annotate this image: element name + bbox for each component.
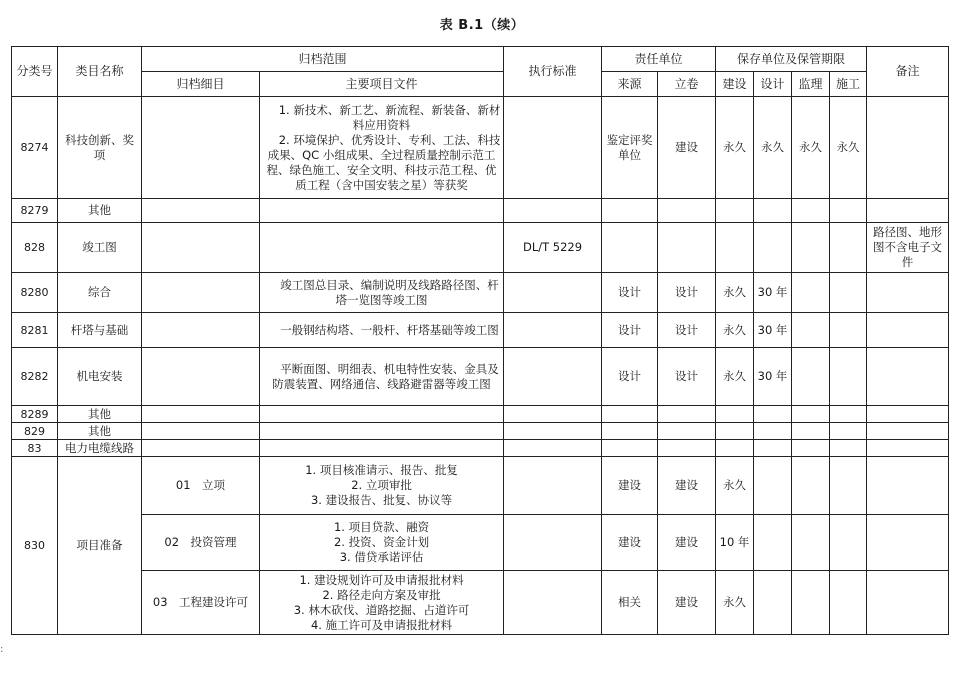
table-row bbox=[12, 313, 949, 348]
design-retention-cell: 30 年 bbox=[754, 348, 792, 406]
table-title: 表 B.1（续） bbox=[439, 18, 525, 33]
header-code: 分类号 bbox=[12, 47, 58, 97]
construction-retention-cell: 永久 bbox=[716, 348, 754, 406]
doc-item: 2. 路径走向方案及审批 bbox=[322, 587, 441, 602]
detail-cell bbox=[142, 223, 260, 273]
code-cell: 8279 bbox=[12, 199, 58, 223]
category-name-cell: 电力电缆线路 bbox=[58, 440, 142, 457]
main-docs-cell bbox=[260, 97, 504, 199]
table-row bbox=[12, 97, 949, 199]
main-docs-cell bbox=[260, 423, 504, 440]
doc-item: 2. 投资、资金计划 bbox=[333, 535, 430, 549]
category-name-cell: 杆塔与基础 bbox=[58, 313, 142, 348]
design-retention-cell: 30 年 bbox=[754, 273, 792, 313]
main-docs-cell bbox=[260, 440, 504, 457]
category-name-cell: 综合 bbox=[58, 273, 142, 313]
build-retention-cell bbox=[830, 223, 867, 273]
remarks-cell bbox=[867, 440, 949, 457]
source-cell bbox=[602, 199, 658, 223]
doc-item: 1. 新技术、新工艺、新流程、新装备、新材料应用资料 bbox=[278, 102, 501, 132]
standard-cell bbox=[504, 423, 602, 440]
design-retention-cell bbox=[754, 223, 792, 273]
source-cell: 建设 bbox=[602, 457, 658, 515]
doc-item: 4. 施工许可及申请报批材料 bbox=[310, 617, 453, 632]
source-cell bbox=[602, 406, 658, 423]
build-retention-cell: 永久 bbox=[830, 97, 867, 199]
standard-cell bbox=[504, 97, 602, 199]
main-docs-cell bbox=[260, 348, 504, 406]
remarks-cell bbox=[867, 457, 949, 515]
filing-cell: 建设 bbox=[658, 457, 716, 515]
category-name-cell: 其他 bbox=[58, 423, 142, 440]
standard-cell bbox=[504, 571, 602, 635]
code-cell: 83 bbox=[12, 440, 58, 457]
build-retention-cell bbox=[830, 313, 867, 348]
detail-cell bbox=[142, 97, 260, 199]
detail-cell bbox=[142, 313, 260, 348]
filing-cell: 建设 bbox=[658, 97, 716, 199]
construction-retention-cell bbox=[716, 423, 754, 440]
category-name-cell: 其他 bbox=[58, 199, 142, 223]
build-retention-cell bbox=[830, 515, 867, 571]
design-retention-cell bbox=[754, 199, 792, 223]
detail-cell bbox=[142, 273, 260, 313]
main-docs-cell bbox=[260, 406, 504, 423]
doc-item: 1. 项目核准请示、报告、批复 bbox=[305, 463, 458, 477]
header-category: 类目名称 bbox=[58, 47, 142, 97]
archive-table bbox=[11, 46, 949, 635]
main-docs-cell bbox=[260, 273, 504, 313]
header-scope: 归档范围 bbox=[142, 47, 504, 72]
remarks-cell bbox=[867, 406, 949, 423]
supervision-retention-cell bbox=[792, 515, 830, 571]
remarks-cell bbox=[867, 423, 949, 440]
design-retention-cell: 30 年 bbox=[754, 313, 792, 348]
doc-item: 3. 借贷承诺评估 bbox=[339, 550, 424, 564]
code-cell: 8282 bbox=[12, 348, 58, 406]
source-cell bbox=[602, 223, 658, 273]
filing-cell bbox=[658, 223, 716, 273]
detail-cell bbox=[142, 348, 260, 406]
code-cell: 829 bbox=[12, 423, 58, 440]
source-cell: 相关 bbox=[602, 571, 658, 635]
table-row bbox=[12, 440, 949, 457]
standard-cell bbox=[504, 515, 602, 571]
code-cell: 8274 bbox=[12, 97, 58, 199]
filing-cell: 设计 bbox=[658, 313, 716, 348]
construction-retention-cell: 永久 bbox=[716, 313, 754, 348]
supervision-retention-cell bbox=[792, 406, 830, 423]
header-standard: 执行标准 bbox=[504, 47, 602, 97]
code-cell: 828 bbox=[12, 223, 58, 273]
design-retention-cell bbox=[754, 457, 792, 515]
build-retention-cell bbox=[830, 423, 867, 440]
header-source: 来源 bbox=[602, 72, 658, 97]
source-cell: 设计 bbox=[602, 348, 658, 406]
header-retention: 保存单位及保管期限 bbox=[716, 47, 867, 72]
design-retention-cell bbox=[754, 515, 792, 571]
construction-retention-cell: 永久 bbox=[716, 97, 754, 199]
detail-cell: 01 立项 bbox=[142, 457, 260, 515]
code-cell: 8280 bbox=[12, 273, 58, 313]
category-name-cell: 竣工图 bbox=[58, 223, 142, 273]
margin-mark: : bbox=[0, 644, 4, 655]
build-retention-cell bbox=[830, 406, 867, 423]
supervision-retention-cell bbox=[792, 199, 830, 223]
code-cell: 8289 bbox=[12, 406, 58, 423]
supervision-retention-cell bbox=[792, 223, 830, 273]
detail-cell bbox=[142, 199, 260, 223]
table-row bbox=[12, 199, 949, 223]
main-docs-cell bbox=[260, 515, 504, 571]
table-row bbox=[12, 423, 949, 440]
construction-retention-cell bbox=[716, 199, 754, 223]
detail-cell bbox=[142, 440, 260, 457]
source-cell: 鉴定评奖单位 bbox=[602, 97, 658, 199]
doc-item: 一般钢结构塔、一般杆、杆塔基础等竣工图 bbox=[280, 322, 499, 337]
design-retention-cell bbox=[754, 406, 792, 423]
source-cell: 设计 bbox=[602, 313, 658, 348]
main-docs-cell bbox=[260, 571, 504, 635]
table-row bbox=[12, 223, 949, 273]
doc-item: 2. 环境保护、优秀设计、专利、工法、科技成果、QC 小组成果、全过程质量控制示范工程、绿色施工、安全文明、科技示范工程、优质工程（含中国安装之星）等获奖 bbox=[266, 132, 501, 192]
doc-item: 平断面图、明细表、机电特性安装、金具及防震装置、网络通信、线路避雷器等竣工图 bbox=[272, 361, 499, 391]
filing-cell bbox=[658, 406, 716, 423]
filing-cell: 建设 bbox=[658, 571, 716, 635]
design-retention-cell bbox=[754, 440, 792, 457]
design-retention-cell bbox=[754, 423, 792, 440]
construction-retention-cell: 10 年 bbox=[716, 515, 754, 571]
main-docs-cell bbox=[260, 199, 504, 223]
detail-cell: 02 投资管理 bbox=[142, 515, 260, 571]
header-row-2 bbox=[12, 72, 949, 97]
construction-retention-cell bbox=[716, 440, 754, 457]
doc-item: 3. 建设报告、批复、协议等 bbox=[310, 493, 453, 507]
remarks-cell bbox=[867, 571, 949, 635]
main-docs-cell bbox=[260, 457, 504, 515]
code-cell: 8281 bbox=[12, 313, 58, 348]
header-supervision: 监理 bbox=[792, 72, 830, 97]
table-row bbox=[12, 406, 949, 423]
detail-cell bbox=[142, 423, 260, 440]
filing-cell bbox=[658, 423, 716, 440]
source-cell bbox=[602, 440, 658, 457]
standard-cell bbox=[504, 406, 602, 423]
supervision-retention-cell bbox=[792, 313, 830, 348]
table-row bbox=[12, 273, 949, 313]
header-row-1 bbox=[12, 47, 949, 72]
category-name-cell: 其他 bbox=[58, 406, 142, 423]
category-name-cell: 项目准备 bbox=[58, 457, 142, 635]
filing-cell bbox=[658, 440, 716, 457]
header-design: 设计 bbox=[754, 72, 792, 97]
category-name-cell: 机电安装 bbox=[58, 348, 142, 406]
remarks-cell: 路径图、地形图不含电子文件 bbox=[867, 223, 949, 273]
standard-cell bbox=[504, 273, 602, 313]
header-construction: 建设 bbox=[716, 72, 754, 97]
detail-cell bbox=[142, 406, 260, 423]
main-docs-cell bbox=[260, 313, 504, 348]
build-retention-cell bbox=[830, 571, 867, 635]
header-filing: 立卷 bbox=[658, 72, 716, 97]
detail-cell: 03 工程建设许可 bbox=[142, 571, 260, 635]
construction-retention-cell: 永久 bbox=[716, 273, 754, 313]
build-retention-cell bbox=[830, 199, 867, 223]
supervision-retention-cell: 永久 bbox=[792, 97, 830, 199]
construction-retention-cell bbox=[716, 406, 754, 423]
design-retention-cell bbox=[754, 571, 792, 635]
supervision-retention-cell bbox=[792, 348, 830, 406]
supervision-retention-cell bbox=[792, 273, 830, 313]
build-retention-cell bbox=[830, 457, 867, 515]
remarks-cell bbox=[867, 515, 949, 571]
header-detail: 归档细目 bbox=[142, 72, 260, 97]
doc-item: 竣工图总目录、编制说明及线路路径图、杆塔一览图等竣工图 bbox=[280, 277, 499, 307]
standard-cell bbox=[504, 348, 602, 406]
table-row bbox=[12, 348, 949, 406]
remarks-cell bbox=[867, 313, 949, 348]
standard-cell bbox=[504, 313, 602, 348]
build-retention-cell bbox=[830, 348, 867, 406]
header-responsible: 责任单位 bbox=[602, 47, 716, 72]
source-cell bbox=[602, 423, 658, 440]
remarks-cell bbox=[867, 273, 949, 313]
header-build: 施工 bbox=[830, 72, 867, 97]
doc-item: 1. 建设规划许可及申请报批材料 bbox=[299, 572, 464, 587]
main-docs-cell bbox=[260, 223, 504, 273]
remarks-cell bbox=[867, 97, 949, 199]
header-remarks: 备注 bbox=[867, 47, 949, 97]
construction-retention-cell bbox=[716, 223, 754, 273]
filing-cell: 设计 bbox=[658, 348, 716, 406]
header-docs: 主要项目文件 bbox=[260, 72, 504, 97]
standard-cell bbox=[504, 199, 602, 223]
code-cell: 830 bbox=[12, 457, 58, 635]
remarks-cell bbox=[867, 348, 949, 406]
source-cell: 建设 bbox=[602, 515, 658, 571]
construction-retention-cell: 永久 bbox=[716, 457, 754, 515]
design-retention-cell: 永久 bbox=[754, 97, 792, 199]
source-cell: 设计 bbox=[602, 273, 658, 313]
table-row bbox=[12, 571, 949, 635]
category-name-cell: 科技创新、奖项 bbox=[58, 97, 142, 199]
supervision-retention-cell bbox=[792, 423, 830, 440]
doc-item: 1. 项目贷款、融资 bbox=[333, 520, 430, 534]
standard-cell bbox=[504, 457, 602, 515]
supervision-retention-cell bbox=[792, 440, 830, 457]
doc-item: 2. 立项审批 bbox=[351, 478, 412, 492]
filing-cell bbox=[658, 199, 716, 223]
standard-cell bbox=[504, 440, 602, 457]
remarks-cell bbox=[867, 199, 949, 223]
doc-item: 3. 林木砍伐、道路挖掘、占道许可 bbox=[293, 602, 470, 617]
table-row bbox=[12, 515, 949, 571]
standard-cell: DL/T 5229 bbox=[504, 223, 602, 273]
filing-cell: 建设 bbox=[658, 515, 716, 571]
supervision-retention-cell bbox=[792, 457, 830, 515]
build-retention-cell bbox=[830, 440, 867, 457]
table-row bbox=[12, 457, 949, 515]
construction-retention-cell: 永久 bbox=[716, 571, 754, 635]
build-retention-cell bbox=[830, 273, 867, 313]
filing-cell: 设计 bbox=[658, 273, 716, 313]
supervision-retention-cell bbox=[792, 571, 830, 635]
